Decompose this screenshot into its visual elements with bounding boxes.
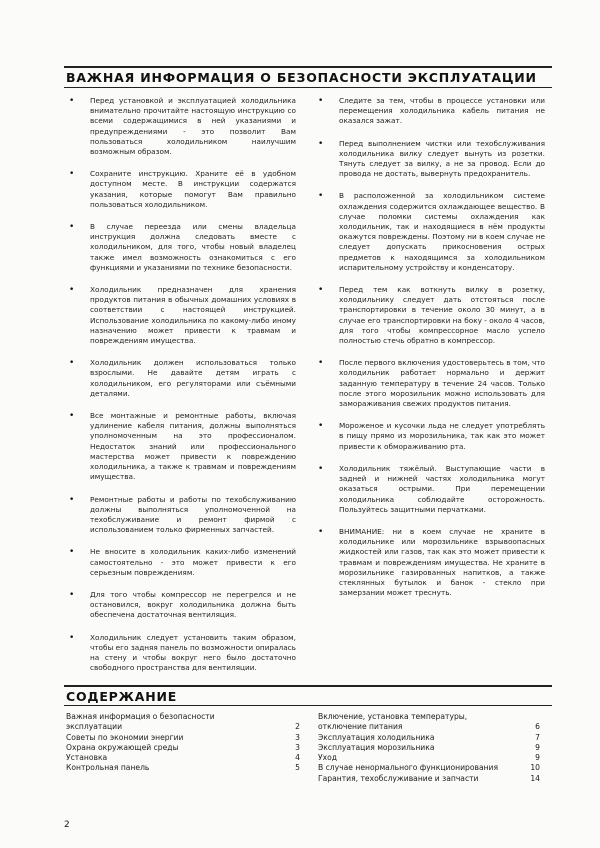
toc-entry[interactable] <box>318 733 540 743</box>
list-item: • Сохраните инструкцию. Храните её в удобном доступном месте. В инструкции содержатся указания, которые помогут Вам правильно пользоваться холодильником. <box>69 169 296 209</box>
bullet-icon: • <box>69 494 75 505</box>
toc-entry[interactable] <box>66 763 300 773</box>
toc-entry-page: 10 <box>530 763 540 773</box>
contents-left-list <box>66 712 300 774</box>
toc-entry[interactable] <box>66 712 300 733</box>
toc-entry-title: Эксплуатация холодильника <box>318 732 435 742</box>
toc-entry[interactable] <box>318 712 540 733</box>
left-column <box>66 96 296 685</box>
page-number: 2 <box>64 820 70 830</box>
list-item: • Холодильник предназначен для хранения продуктов питания в обычных домашних условиях в соответствии с настоящей инструкцией. Использование холодильника по какому-либо иному назначению может привести к травмам и повреждениям имущества. <box>69 285 296 346</box>
toc-entry-page: 9 <box>535 742 540 752</box>
toc-entry[interactable] <box>318 753 540 763</box>
bullet-icon: • <box>69 547 75 558</box>
toc-entry-title: Советы по экономии энергии <box>66 732 184 742</box>
bullet-icon: • <box>318 358 324 369</box>
list-item: • После первого включения удостоверьтесь в том, что холодильник работает нормально и держит заданную температуру в течение 24 часов. Только после этого морозильник можно использовать для замораживания свежих продуктов питания. <box>318 358 545 409</box>
toc-entry-page: 14 <box>530 773 540 783</box>
page-title: ВАЖНАЯ ИНФОРМАЦИЯ О БЕЗОПАСНОСТИ ЭКСПЛУАТАЦИИ <box>66 70 537 85</box>
toc-entry-title: Установка <box>66 753 108 763</box>
contents-underline <box>64 705 552 706</box>
toc-entry[interactable] <box>318 763 540 773</box>
list-item: • В расположенной за холодильником системе охлаждения содержится охлаждающее вещество. В случае поломки системы охлаждения как холодильник, так и находящиеся в нём продукты окажутся повреждены. Поэтому ни в коем случае не следует допускать прикосновения острых предметов к находящимся за холодильником испарительному устройству и конденсатору. <box>318 191 545 272</box>
toc-entry-title: Охрана окружающей среды <box>66 742 179 752</box>
toc-entry-title: Гарантия, техобслуживание и запчасти <box>318 773 479 783</box>
toc-entry-title: Важная информация о безопасности эксплуатации <box>66 712 215 732</box>
list-item: • Холодильник следует установить таким образом, чтобы его задняя панель по возможности опиралась на стену и чтобы вокруг него было достаточно свободного пространства для вентиляции. <box>69 632 296 673</box>
bullet-icon: • <box>318 138 324 149</box>
list-item: • Все монтажные и ремонтные работы, включая удлинение кабеля питания, должны выполняться уполномоченным на это профессионалом. Недостаток знаний или профессионального мастерства может привести к повреждению холодильника, а также к травмам и повреждениям имущества. <box>69 411 296 482</box>
bullet-icon: • <box>318 191 324 202</box>
bullet-icon: • <box>318 421 324 432</box>
list-item: • Перед установкой и эксплуатацией холодильника внимательно прочитайте настоящую инструкцию со всеми содержащимися в ней указаниями и предупреждениями - это позволит Вам пользоваться холодильником наилучшим возможным образом. <box>69 96 296 157</box>
toc-entry-page: 3 <box>295 742 300 752</box>
bullet-icon: • <box>318 463 324 474</box>
toc-entry-title: В случае ненормального функционирования <box>318 763 499 773</box>
contents-title: СОДЕРЖАНИЕ <box>66 689 178 704</box>
toc-entry[interactable] <box>66 743 300 753</box>
bullet-icon: • <box>69 96 75 106</box>
bullet-icon: • <box>69 358 75 369</box>
toc-entry-title: Уход <box>318 753 338 763</box>
list-item: • Холодильник должен использоваться только взрослыми. Не давайте детям играть с холодильником, его регуляторами или съёмными деталями. <box>69 358 296 398</box>
toc-entry[interactable] <box>66 753 300 763</box>
toc-entry[interactable] <box>318 774 540 784</box>
bullet-icon: • <box>69 285 75 296</box>
toc-entry-page: 2 <box>295 722 300 732</box>
bullet-icon: • <box>69 411 75 422</box>
toc-entry-page: 5 <box>295 763 300 773</box>
list-item: • ВНИМАНИЕ: ни в коем случае не храните в холодильнике или морозильнике взрывоопасных жидкостей или газов, так как это может привести к травмам и повреждениям имущества. Не храните в морозильнике газированных напитков, а также стеклянных бутылок и банок - стекло при замерзании может треснуть. <box>318 526 545 598</box>
toc-entry-title: Включение, установка температуры, отключение питания <box>318 712 468 732</box>
toc-entry-page: 6 <box>535 722 540 732</box>
right-column <box>315 96 545 610</box>
toc-entry[interactable] <box>318 743 540 753</box>
contents-right-list <box>318 712 540 784</box>
bullet-icon: • <box>69 632 75 643</box>
list-item: • Холодильник тяжёлый. Выступающие части в задней и нижней частях холодильника могут оказаться острыми. При перемещении холодильника соблюдайте осторожность. Пользуйтесь защитными перчатками. <box>318 463 545 514</box>
toc-entry-page: 9 <box>535 753 540 763</box>
list-item: • Не вносите в холодильник каких-либо изменений самостоятельно - это может привести к его серьезным повреждениям. <box>69 547 296 577</box>
toc-entry-page: 4 <box>295 753 300 763</box>
bullet-icon: • <box>69 169 75 180</box>
toc-entry-page: 3 <box>295 732 300 742</box>
list-item: • Ремонтные работы и работы по техобслуживанию должны выполняться уполномоченной на техобслуживание и ремонт фирмой с использованием только фирменных запчастей. <box>69 494 296 535</box>
toc-entry-title: Эксплуатация морозильника <box>318 742 435 752</box>
bullet-icon: • <box>318 96 324 106</box>
toc-entry[interactable] <box>66 733 300 743</box>
toc-entry-page: 7 <box>535 732 540 742</box>
list-item: • Перед выполнением чистки или техобслуживания холодильника вилку следует вынуть из розетки. Тянуть следует за вилку, а не за провод. Если до провода не достать, вывернуть предохранитель. <box>318 138 545 179</box>
list-item: • Следите за тем, чтобы в процессе установки или перемещения холодильника кабель питания не оказался зажат. <box>318 96 545 126</box>
top-rule <box>64 66 552 68</box>
toc-entry-title: Контрольная панель <box>66 763 150 773</box>
list-item: • Для того чтобы компрессор не перегрелся и не остановился, вокруг холодильника должна быть обеспечена достаточная вентиляция. <box>69 589 296 620</box>
list-item: • Мороженое и кусочки льда не следует употреблять в пищу прямо из морозильника, так как это может привести к обмораживанию рта. <box>318 421 545 451</box>
list-item: • Перед тем как воткнуть вилку в розетку, холодильнику следует дать отстояться после транспортировки в течение около 30 минут, а в случае его транспортировки на боку - около 4 часов, для того чтобы компрессорное масло успело полностью стечь обратно в компрессор. <box>318 285 545 346</box>
bullet-icon: • <box>318 526 324 537</box>
bullet-icon: • <box>69 222 75 233</box>
list-item: • В случае переезда или смены владельца инструкция должна следовать вместе с холодильником, для того, чтобы новый владелец также имел возможность ознакомиться с его функциями и указаниями по технике безопасности. <box>69 222 296 272</box>
title-underline <box>64 87 552 88</box>
contents-top-rule <box>64 685 552 687</box>
bullet-icon: • <box>318 285 324 296</box>
bullet-icon: • <box>69 589 75 600</box>
